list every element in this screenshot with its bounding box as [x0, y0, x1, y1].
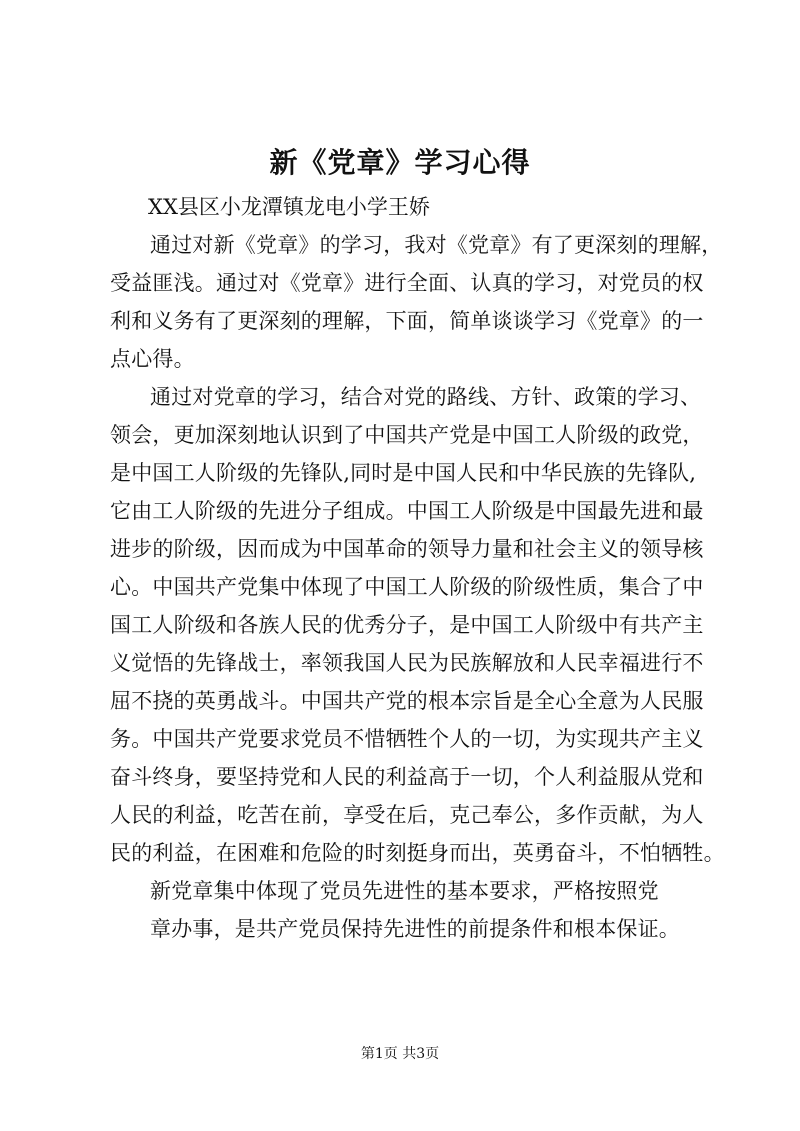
paragraph-line: 奋斗终身，要坚持党和人民的利益高于一切，个人利益服从党和 — [110, 765, 704, 789]
paragraph-line: 它由工人阶级的先进分子组成。中国工人阶级是中国最先进和最 — [110, 499, 704, 523]
paragraph-line: 通过对新《党章》的学习，我对《党章》有了更深刻的理解， — [150, 233, 723, 257]
author-line: XX县区小龙潭镇龙电小学王娇 — [148, 195, 430, 219]
paragraph-1 — [110, 226, 723, 378]
paragraph-line: 新党章集中体现了党员先进性的基本要求，严格按照党 — [150, 879, 659, 903]
paragraph-line: 务。中国共产党要求党员不惜牺牲个人的一切，为实现共产主义 — [110, 727, 704, 751]
paragraph-line: 章办事，是共产党员保持先进性的前提条件和根本保证。 — [150, 917, 680, 941]
paragraph-line: 屈不挠的英勇战斗。中国共产党的根本宗旨是全心全意为人民服 — [110, 689, 704, 713]
paragraph-line: 人民的利益，吃苦在前，享受在后，克己奉公，多作贡献，为人 — [110, 803, 704, 827]
paragraph-line: 领会，更加深刻地认识到了中国共产党是中国工人阶级的政党， — [110, 423, 704, 447]
paragraph-line: 民的利益，在困难和危险的时刻挺身而出，英勇奋斗，不怕牺牲。 — [110, 841, 725, 865]
paragraph-line: 受益匪浅。通过对《党章》进行全面、认真的学习，对党员的权 — [110, 271, 704, 295]
document-body — [110, 226, 725, 948]
paragraph-line: 点心得。 — [110, 347, 195, 371]
paragraph-line: 义觉悟的先锋战士，率领我国人民为民族解放和人民幸福进行不 — [110, 651, 704, 675]
paragraph-3 — [110, 872, 710, 948]
paragraph-2 — [110, 378, 725, 872]
paragraph-line: 国工人阶级和各族人民的优秀分子，是中国工人阶级中有共产主 — [110, 613, 704, 637]
page-number-footer: 第1页 共3页 — [360, 1046, 440, 1062]
paragraph-line: 利和义务有了更深刻的理解，下面，简单谈谈学习《党章》的一 — [110, 309, 704, 333]
document-title: 新《党章》学习心得 — [269, 146, 531, 179]
paragraph-line: 心。中国共产党集中体现了中国工人阶级的阶级性质，集合了中 — [110, 575, 704, 599]
paragraph-line: 进步的阶级，因而成为中国革命的领导力量和社会主义的领导核 — [110, 537, 704, 561]
paragraph-line: 通过对党章的学习，结合对党的路线、方针、政策的学习、 — [150, 385, 702, 409]
paragraph-line: 是中国工人阶级的先锋队,同时是中国人民和中华民族的先锋队, — [110, 461, 697, 485]
